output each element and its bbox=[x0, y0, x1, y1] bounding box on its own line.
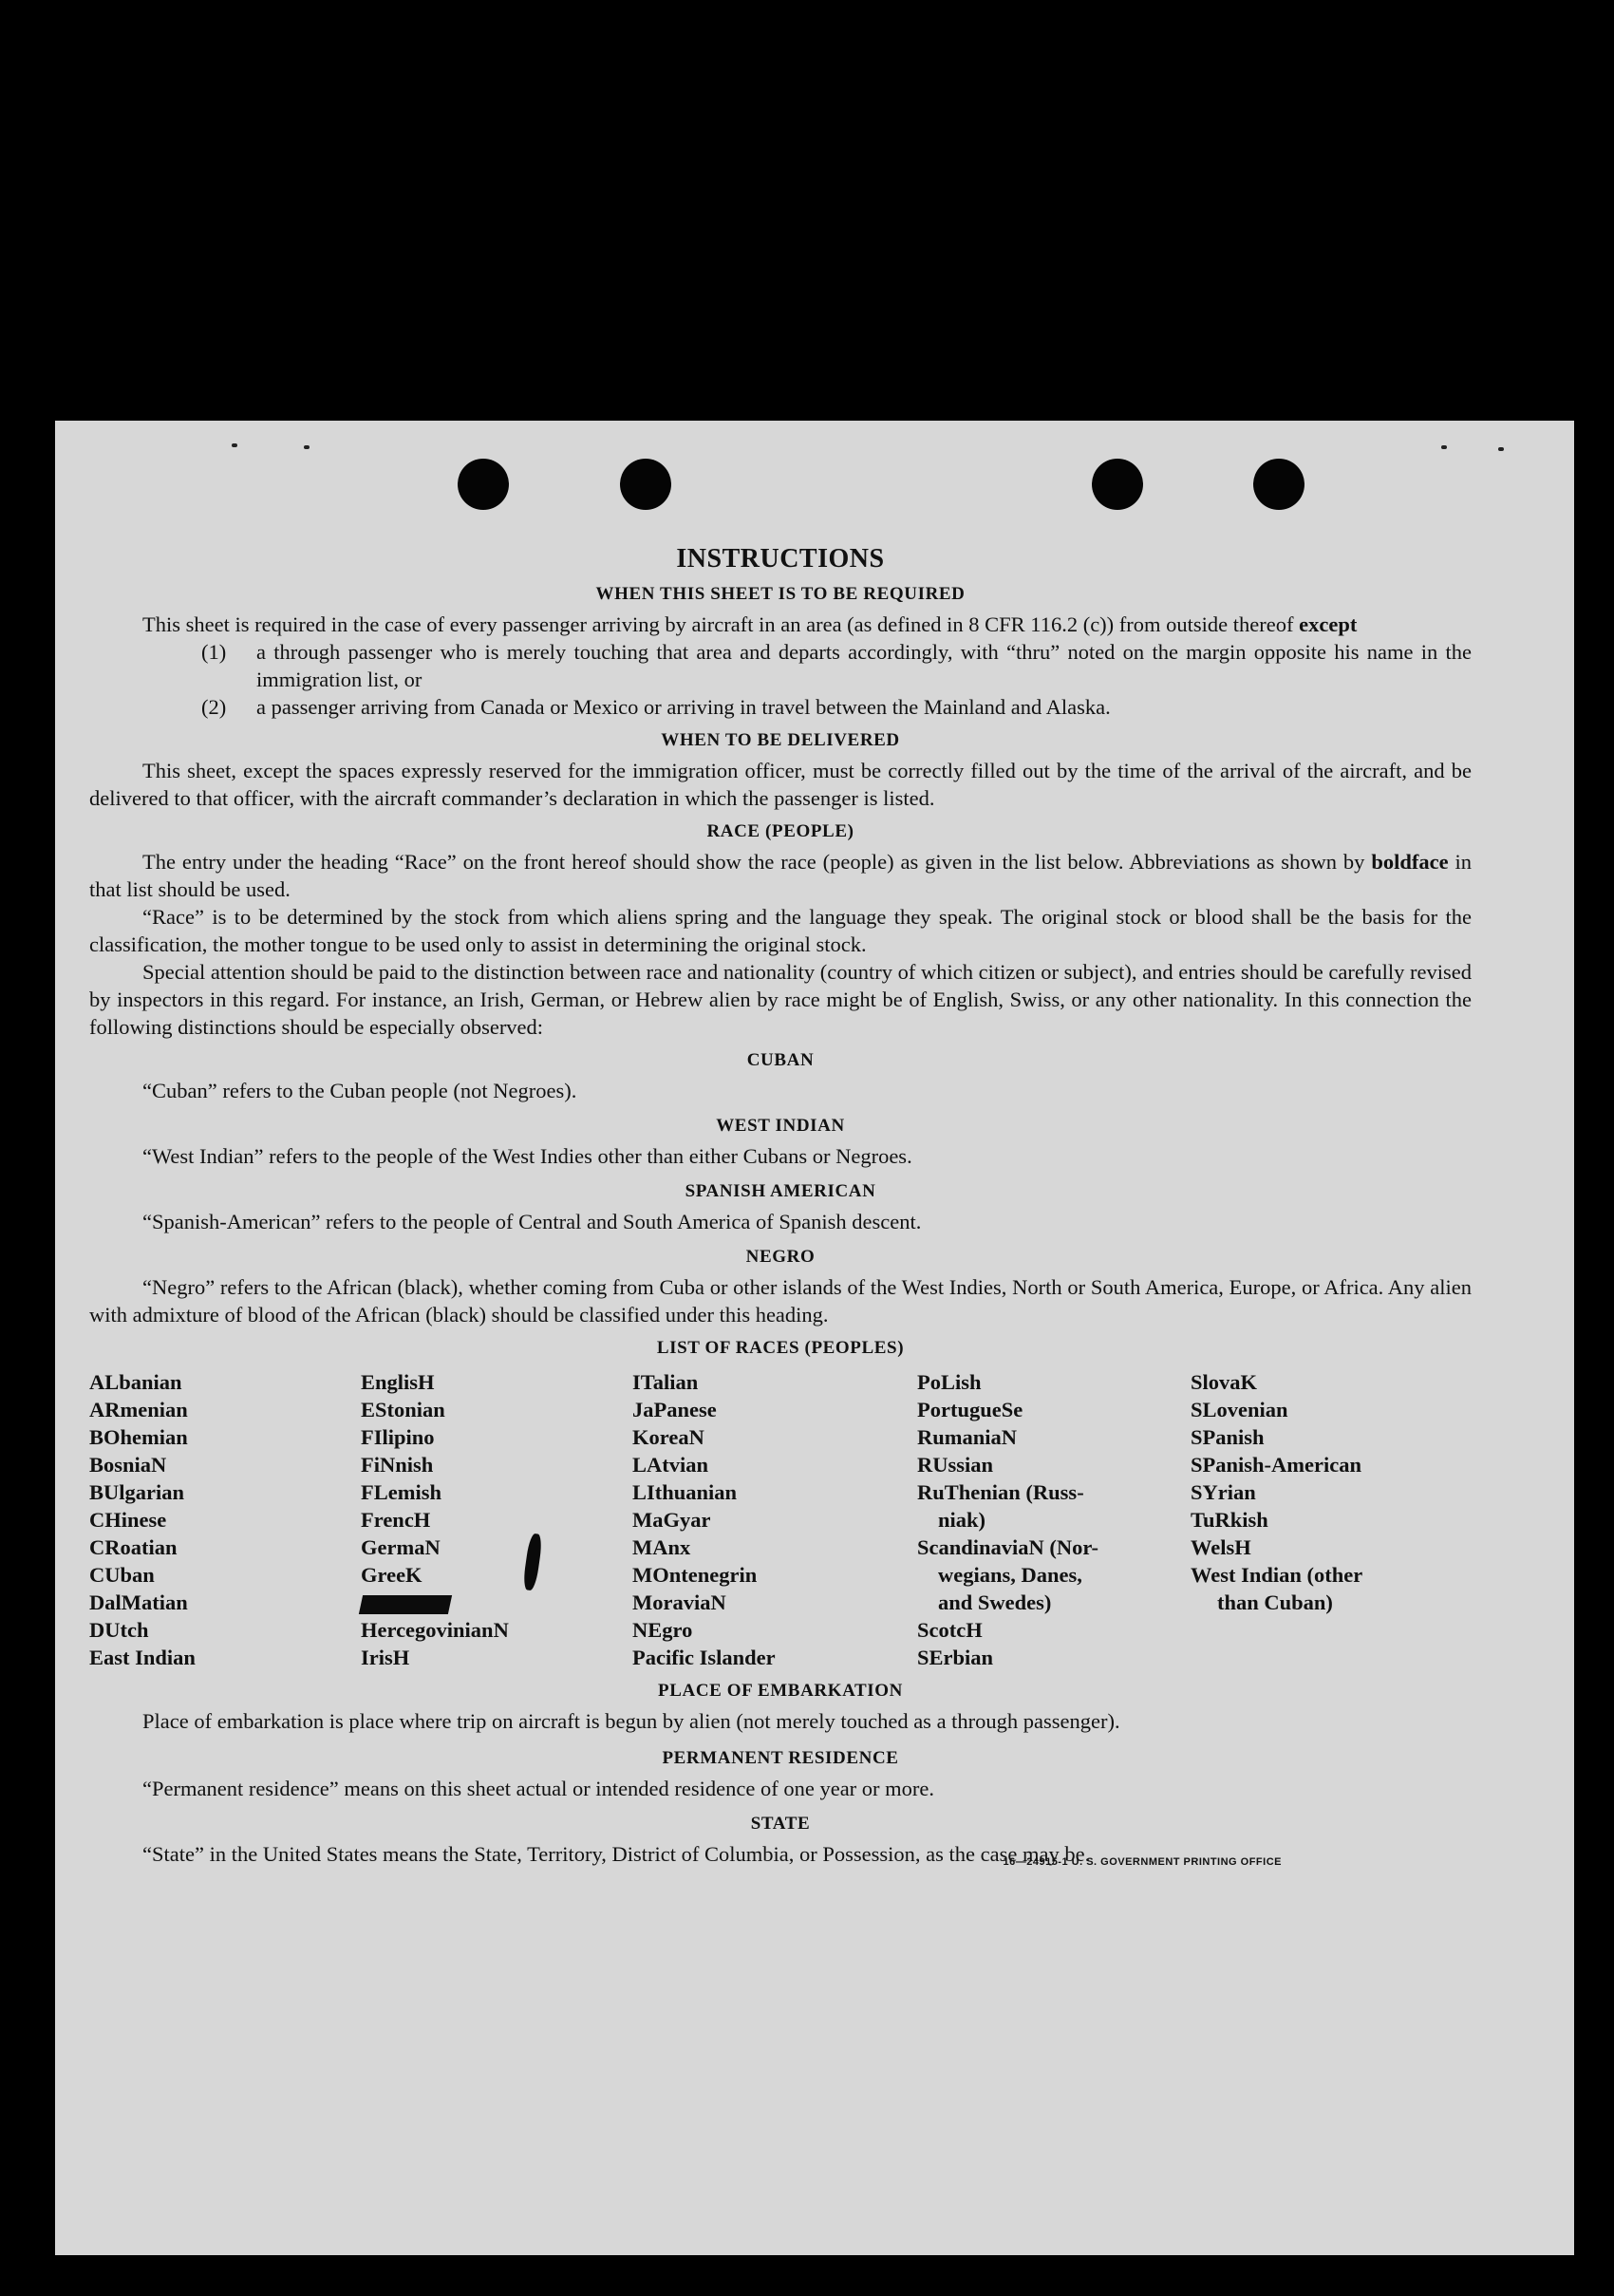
race-item: BosniaN bbox=[89, 1453, 167, 1477]
state-paragraph-block bbox=[89, 1840, 1472, 1868]
race-item: RUssian bbox=[917, 1453, 994, 1477]
paragraph-when-delivered: This sheet, except the spaces expressly reserved for the immigration officer, must be correctly filled out by the time of the arrival of the aircraft, and be delivered to that officer, with the aircraft commander’s declaration in which the passenger is listed. bbox=[89, 759, 1472, 810]
race-item: NEgro bbox=[632, 1618, 693, 1642]
race-item: niak) bbox=[938, 1508, 986, 1532]
race-item: RuThenian (Russ- bbox=[917, 1480, 1084, 1504]
race-item: than Cuban) bbox=[1217, 1590, 1333, 1614]
race-item: SErbian bbox=[917, 1646, 994, 1669]
paragraph-when-required bbox=[89, 611, 1472, 638]
exception-number: (1) bbox=[201, 640, 227, 664]
race-item: GreeK bbox=[361, 1563, 422, 1587]
race-item: KoreaN bbox=[632, 1425, 704, 1449]
race-column bbox=[89, 1368, 361, 1671]
heading-embarkation: PLACE OF EMBARKATION bbox=[658, 1681, 903, 1701]
race-item: West Indian (other bbox=[1191, 1563, 1363, 1587]
punch-hole bbox=[1253, 459, 1304, 510]
race-item: East Indian bbox=[89, 1646, 196, 1669]
redacted-race-item bbox=[361, 1589, 632, 1616]
race-list bbox=[89, 1368, 1472, 1671]
race-item: ScandinaviaN (Nor- bbox=[917, 1535, 1099, 1559]
race-item: wegians, Danes, bbox=[938, 1563, 1082, 1587]
dust-speck bbox=[1498, 447, 1504, 451]
paragraph-residence: “Permanent residence” means on this sheet actual or intended residence of one year or more. bbox=[142, 1777, 935, 1800]
race-item: SlovaK bbox=[1191, 1370, 1258, 1394]
race-item: BUlgarian bbox=[89, 1480, 185, 1504]
instructions-body bbox=[89, 544, 1472, 1868]
race-item: BOhemian bbox=[89, 1425, 188, 1449]
race-item: FIlipino bbox=[361, 1425, 435, 1449]
race-item: MOntenegrin bbox=[632, 1563, 758, 1587]
race-item: SYrian bbox=[1191, 1480, 1256, 1504]
race-item: EnglisH bbox=[361, 1370, 435, 1394]
race-item: GermaN bbox=[361, 1535, 441, 1559]
race-column bbox=[1191, 1368, 1472, 1671]
race-item: WelsH bbox=[1191, 1535, 1251, 1559]
page-title: INSTRUCTIONS bbox=[676, 544, 885, 574]
race-item: SLovenian bbox=[1191, 1398, 1288, 1421]
heading-when-delivered: WHEN TO BE DELIVERED bbox=[661, 730, 900, 750]
race-item: DalMatian bbox=[89, 1590, 188, 1614]
dust-speck bbox=[304, 445, 310, 449]
exception-number: (2) bbox=[201, 695, 227, 719]
race-item: MAnx bbox=[632, 1535, 691, 1559]
race-item: PoLish bbox=[917, 1370, 982, 1394]
paragraph-race-2: “Race” is to be determined by the stock from which aliens spring and the language they speak. The original stock or blood shall be the basis for the classification, the mother tongue to be used only to assist in determining the original stock. bbox=[89, 905, 1472, 956]
heading-state: STATE bbox=[750, 1814, 811, 1834]
race-item: LIthuanian bbox=[632, 1480, 738, 1504]
heading-residence: PERMANENT RESIDENCE bbox=[662, 1748, 899, 1768]
race-p1-bold: boldface bbox=[1371, 850, 1449, 874]
race-column bbox=[361, 1368, 632, 1671]
race-item: IrisH bbox=[361, 1646, 410, 1669]
race-column bbox=[632, 1368, 917, 1671]
heading-west-indian: WEST INDIAN bbox=[716, 1116, 845, 1136]
race-item: MoraviaN bbox=[632, 1590, 726, 1614]
race-item: Pacific Islander bbox=[632, 1646, 776, 1669]
race-p1-end: in that list should be used. bbox=[89, 850, 1472, 901]
race-item: DUtch bbox=[89, 1618, 149, 1642]
punch-hole bbox=[620, 459, 671, 510]
heading-cuban: CUBAN bbox=[746, 1050, 815, 1070]
heading-when-required: WHEN THIS SHEET IS TO BE REQUIRED bbox=[595, 584, 966, 604]
printer-imprint: 16—24915-1 U. S. GOVERNMENT PRINTING OFFICE bbox=[1003, 1856, 1282, 1868]
race-item: EStonian bbox=[361, 1398, 445, 1421]
race-item: CHinese bbox=[89, 1508, 167, 1532]
race-item: ITalian bbox=[632, 1370, 699, 1394]
exception-item bbox=[201, 638, 1472, 693]
race-item: CRoatian bbox=[89, 1535, 178, 1559]
paragraph-embarkation: Place of embarkation is place where trip on aircraft is begun by alien (not merely touched as a through passenger). bbox=[142, 1709, 1120, 1733]
race-item: FLemish bbox=[361, 1480, 442, 1504]
race-item: TuRkish bbox=[1191, 1508, 1268, 1532]
race-item: SPanish-American bbox=[1191, 1453, 1361, 1477]
redaction-bar bbox=[359, 1595, 452, 1614]
race-item: ARmenian bbox=[89, 1398, 188, 1421]
race-column bbox=[917, 1368, 1191, 1671]
race-item: ALbanian bbox=[89, 1370, 182, 1394]
when-required-text: This sheet is required in the case of every passenger arriving by aircraft in an area (as defined in 8 CFR 116.2 (c)) from outside thereof bbox=[142, 612, 1294, 636]
race-item: and Swedes) bbox=[938, 1590, 1052, 1614]
paragraph-spanish-american: “Spanish-American” refers to the people of Central and South America of Spanish descent. bbox=[142, 1210, 922, 1233]
paragraph-negro: “Negro” refers to the African (black), whether coming from Cuba or other islands of the West Indies, North or South America, Europe, or Africa. Any alien with admixture of blood of the African (black) should be classified under this heading. bbox=[89, 1275, 1472, 1327]
paragraph-state: “State” in the United States means the State, Territory, District of Columbia, or Possession, as the case may be. bbox=[142, 1842, 1091, 1866]
form-sheet bbox=[55, 421, 1574, 2255]
race-item: JaPanese bbox=[632, 1398, 717, 1421]
except-word: except bbox=[1299, 612, 1358, 636]
exception-text: a through passenger who is merely touching that area and departs accordingly, with “thru” noted on the margin opposite his name in the immigration list, or bbox=[256, 640, 1472, 691]
race-item: ScotcH bbox=[917, 1618, 983, 1642]
exceptions-list bbox=[89, 638, 1472, 721]
race-p1-start: The entry under the heading “Race” on the front hereof should show the race (people) as given in the list below. Abbreviations as shown by bbox=[142, 850, 1365, 874]
race-item: LAtvian bbox=[632, 1453, 709, 1477]
punch-hole bbox=[458, 459, 509, 510]
race-item: PortugueSe bbox=[917, 1398, 1023, 1421]
race-item: FrencH bbox=[361, 1508, 431, 1532]
paragraph-race-3: Special attention should be paid to the distinction between race and nationality (country of which citizen or subject), and entries should be carefully revised by inspectors in this regard. For instance, an Irish, German, or Hebrew alien by race might be of English, Swiss, or any other nationality. In this connection the following distinctions should be especially observed: bbox=[89, 960, 1472, 1039]
heading-negro: NEGRO bbox=[745, 1247, 816, 1267]
race-item: CUban bbox=[89, 1563, 155, 1587]
paragraph-cuban: “Cuban” refers to the Cuban people (not Negroes). bbox=[142, 1079, 577, 1102]
exception-item bbox=[201, 693, 1472, 721]
race-item: RumaniaN bbox=[917, 1425, 1018, 1449]
race-item: HercegovinianN bbox=[361, 1618, 509, 1642]
heading-race: RACE (PEOPLE) bbox=[706, 821, 854, 841]
dust-speck bbox=[1441, 445, 1447, 449]
race-item: SPanish bbox=[1191, 1425, 1265, 1449]
paragraph-west-indian: “West Indian” refers to the people of the West Indies other than either Cubans or Negroes. bbox=[142, 1144, 912, 1168]
paragraph-race-1 bbox=[89, 848, 1472, 903]
race-item: MaGyar bbox=[632, 1508, 711, 1532]
punch-hole bbox=[1092, 459, 1143, 510]
exception-text: a passenger arriving from Canada or Mexico or arriving in travel between the Mainland and Alaska. bbox=[256, 695, 1111, 719]
race-item: FiNnish bbox=[361, 1453, 434, 1477]
heading-list-of-races: LIST OF RACES (PEOPLES) bbox=[656, 1338, 905, 1358]
heading-spanish-american: SPANISH AMERICAN bbox=[685, 1181, 876, 1201]
dust-speck bbox=[232, 443, 237, 447]
